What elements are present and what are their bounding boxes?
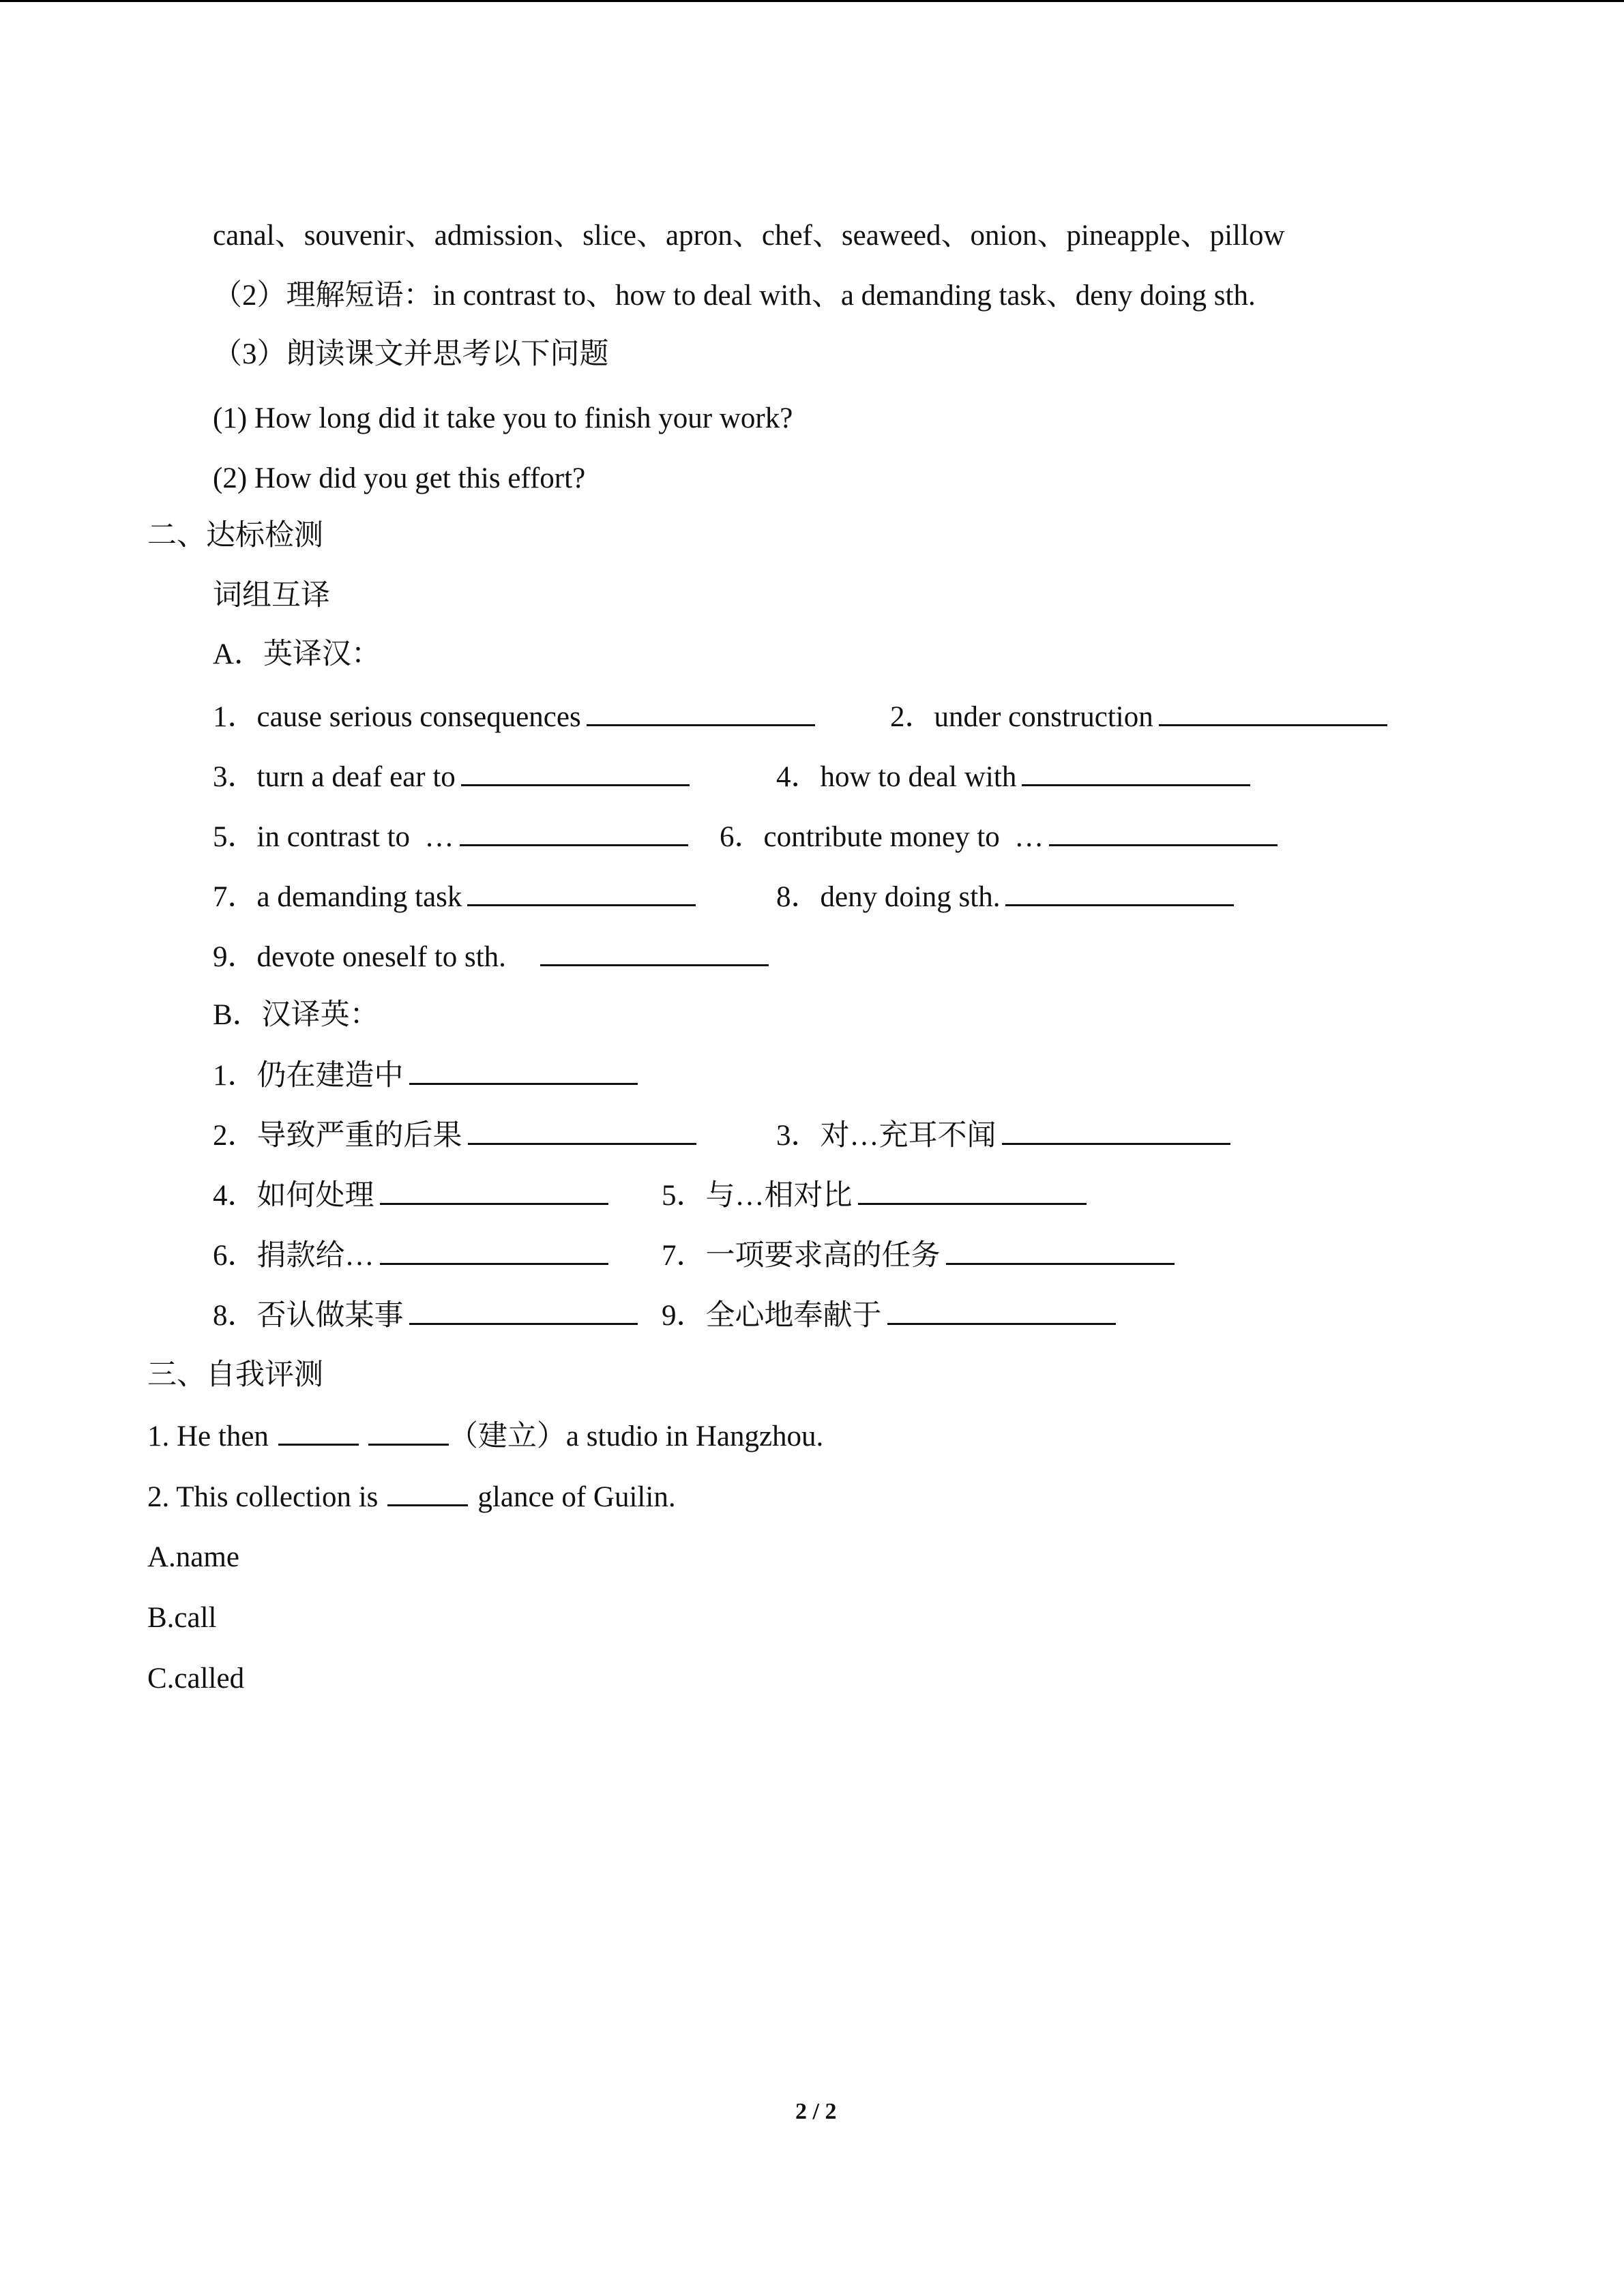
read-instruction: （3）朗读课文并思考以下问题 xyxy=(213,338,609,370)
list-item xyxy=(662,1296,1116,1336)
section-2-heading: 二、达标检测 xyxy=(147,520,323,552)
answer-blank[interactable] xyxy=(1049,817,1278,846)
item-text: 2．导致严重的后果 xyxy=(213,1120,462,1152)
q2-start: 2. This collection is xyxy=(147,1481,379,1513)
q2-end: glance of Guilin. xyxy=(477,1481,676,1513)
list-item xyxy=(213,817,688,857)
item-text: 1．cause serious consequences xyxy=(213,701,581,733)
item-text: 1．仍在建造中 xyxy=(213,1060,404,1092)
question-1: (1) How long did it take you to finish your work? xyxy=(213,402,793,434)
answer-blank[interactable] xyxy=(461,757,690,786)
item-text: 2．under construction xyxy=(890,701,1153,733)
item-text: 3．turn a deaf ear to xyxy=(213,761,456,793)
list-item xyxy=(213,697,815,737)
list-item xyxy=(213,1296,638,1336)
answer-blank[interactable] xyxy=(1159,697,1387,726)
list-item xyxy=(720,817,1278,857)
answer-blank[interactable] xyxy=(409,1056,638,1085)
item-text: 8．否认做某事 xyxy=(213,1300,404,1332)
option-b: B.call xyxy=(147,1602,217,1634)
item-text: 6．捐款给… xyxy=(213,1240,374,1272)
answer-blank[interactable] xyxy=(540,937,769,966)
list-item xyxy=(213,1176,608,1216)
q1-end: （建立）a studio in Hangzhou. xyxy=(448,1420,824,1452)
list-item xyxy=(213,937,769,977)
top-border xyxy=(0,0,1624,2)
item-text: 4．how to deal with xyxy=(776,761,1017,793)
list-item xyxy=(213,877,696,917)
item-text: 8．deny doing sth. xyxy=(776,881,1001,913)
answer-blank[interactable] xyxy=(278,1416,359,1446)
part-b-title: B．汉译英： xyxy=(213,999,379,1031)
self-test-question-1 xyxy=(147,1416,823,1457)
item-text: 5．in contrast to … xyxy=(213,821,454,853)
answer-blank[interactable] xyxy=(587,697,815,726)
item-text: 5．与…相对比 xyxy=(662,1180,853,1212)
item-text: 3．对…充耳不闻 xyxy=(776,1120,996,1152)
list-item xyxy=(213,757,690,797)
answer-blank[interactable] xyxy=(1005,877,1234,906)
answer-blank[interactable] xyxy=(380,1176,608,1205)
answer-blank[interactable] xyxy=(887,1296,1116,1325)
list-item xyxy=(776,1116,1230,1156)
item-text: 7．一项要求高的任务 xyxy=(662,1240,941,1272)
answer-blank[interactable] xyxy=(368,1416,449,1446)
list-item xyxy=(213,1236,608,1276)
item-text: 9．全心地奉献于 xyxy=(662,1300,882,1332)
answer-blank[interactable] xyxy=(858,1176,1087,1205)
item-text: 9．devote oneself to sth. xyxy=(213,941,506,973)
answer-blank[interactable] xyxy=(460,817,688,846)
list-item xyxy=(213,1056,638,1096)
list-item xyxy=(776,757,1250,797)
section-2-subheading: 词组互译 xyxy=(213,580,330,612)
question-2: (2) How did you get this effort? xyxy=(213,462,586,494)
answer-blank[interactable] xyxy=(409,1296,638,1325)
vocab-line: canal、souvenir、admission、slice、apron、chef、seaweed、onion、pineapple、pillow xyxy=(213,220,1285,252)
item-text: 6．contribute money to … xyxy=(720,821,1044,853)
list-item xyxy=(890,697,1387,737)
list-item xyxy=(213,1116,696,1156)
item-text: 4．如何处理 xyxy=(213,1180,374,1212)
answer-blank[interactable] xyxy=(387,1477,468,1506)
answer-blank[interactable] xyxy=(467,877,696,906)
phrases-line: （2）理解短语：in contrast to、how to deal with、a demanding task、deny doing sth. xyxy=(213,280,1256,312)
answer-blank[interactable] xyxy=(946,1236,1175,1265)
answer-blank[interactable] xyxy=(1022,757,1250,786)
list-item xyxy=(662,1176,1087,1216)
answer-blank[interactable] xyxy=(468,1116,696,1145)
answer-blank[interactable] xyxy=(380,1236,608,1265)
q1-start: 1. He then xyxy=(147,1420,269,1452)
self-test-question-2 xyxy=(147,1477,676,1517)
part-a-title: A．英译汉： xyxy=(213,638,381,670)
list-item xyxy=(662,1236,1175,1276)
list-item xyxy=(776,877,1234,917)
option-a: A.name xyxy=(147,1541,239,1573)
section-3-heading: 三、自我评测 xyxy=(147,1359,323,1391)
answer-blank[interactable] xyxy=(1002,1116,1230,1145)
item-text: 7．a demanding task xyxy=(213,881,462,913)
page-number: 2 / 2 xyxy=(795,2099,837,2124)
option-c: C.called xyxy=(147,1663,245,1695)
